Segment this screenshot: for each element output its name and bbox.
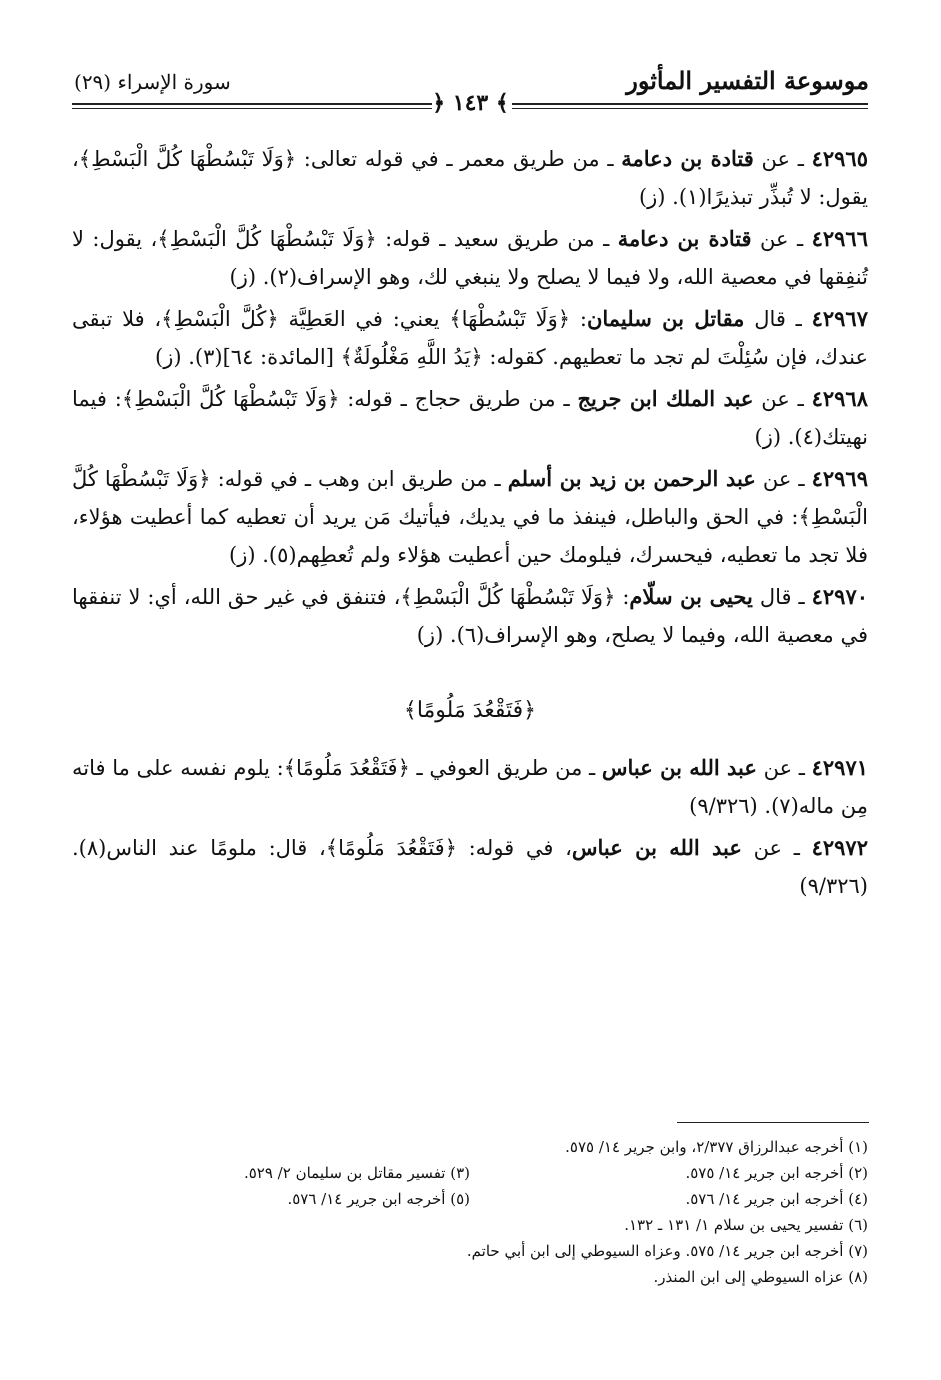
header-rule: [512, 103, 868, 105]
entry-source: يحيى بن سلّام: [629, 584, 753, 609]
footnote: (٢) أخرجه ابن جرير ١٤/ ٥٧٥.: [685, 1164, 868, 1182]
entry-text: ، في قوله: ﴿فَتَقْعُدَ مَلُومًا﴾، قال: ملومًا عند الناس(٨). (٩/٣٢٦): [72, 836, 868, 898]
footnote: (٧) أخرجه ابن جرير ١٤/ ٥٧٥. وعزاه السيوطي إلى ابن أبي حاتم.: [466, 1242, 868, 1260]
footnotes: [72, 1134, 868, 1290]
footnote-rule: [677, 1122, 869, 1123]
page-number: ﴿ ١٤٣ ﴾: [432, 90, 509, 116]
entry: [72, 460, 868, 574]
entry-source: قتادة بن دعامة: [621, 146, 754, 171]
entry-text: : ﴿وَلَا تَبْسُطْهَا كُلَّ الْبَسْطِ﴾، فتنفق في غير حق الله، أي: لا تنفقها في معصية الله، وفيما لا يصلح، وهو الإسراف(٦). (ز): [72, 585, 868, 647]
footnote: (٦) تفسير يحيى بن سلام ١/ ١٣١ ـ ١٣٢.: [624, 1216, 868, 1234]
entry-text: ـ من طريق معمر ـ في قوله تعالى: ﴿وَلَا تَبْسُطْهَا كُلَّ الْبَسْطِ﴾، يقول: لا تُبذِّر تبذيرًا(١). (ز): [72, 147, 868, 209]
entry-text: ـ من طريق العوفي ـ ﴿فَتَقْعُدَ مَلُومًا﴾: يلوم نفسه على ما فاته مِن ماله(٧). (٩/٣٢٦): [72, 756, 868, 818]
book-title: موسوعة التفسير المأثور: [626, 66, 869, 95]
entry-number: ٤٢٩٦٨: [811, 386, 868, 411]
entry: [72, 380, 868, 456]
footnote: (٥) أخرجه ابن جرير ١٤/ ٥٧٦.: [287, 1190, 470, 1208]
entry-number: ٤٢٩٧١: [811, 755, 869, 780]
entry-source: قتادة بن دعامة: [617, 226, 752, 251]
entry-text: ـ من طريق ابن وهب ـ في قوله: ﴿وَلَا تَبْسُطْهَا كُلَّ الْبَسْطِ﴾: في الحق والباطل، فينفذ ما في يديك، فيأتيك مَن يريد أن تعطيه كما أعطيت هؤلاء، فلا تجد ما تعطيه، فيحسرك، فيلومك حين أعطيت هؤلاء ولم تُعطِهم(٥). (ز): [72, 467, 868, 567]
header-rule: [512, 108, 868, 109]
entry-number: ٤٢٩٦٧: [811, 306, 868, 331]
entry-prefix: ـ عن: [756, 756, 812, 780]
entry: [72, 749, 868, 825]
entry-prefix: ـ قال: [744, 307, 812, 331]
entry: [72, 829, 868, 905]
entry-number: ٤٢٩٧٠: [811, 584, 869, 609]
entry-source: عبد الله بن عباس: [601, 755, 757, 780]
section-heading: ﴿فَتَقْعُدَ مَلُومًا﴾: [403, 698, 537, 723]
entry-number: ٤٢٩٦٥: [811, 146, 868, 171]
footnote: (٤) أخرجه ابن جرير ١٤/ ٥٧٦.: [685, 1190, 868, 1208]
surah-label: سورة الإسراء (٢٩): [74, 70, 231, 94]
header-rule: [72, 108, 432, 109]
entry-source: عبد الله بن عباس: [571, 835, 742, 860]
entry-prefix: ـ عن: [755, 467, 812, 491]
entry-prefix: ـ عن: [751, 227, 812, 251]
entry-text: : ﴿وَلَا تَبْسُطْهَا﴾ يعني: في العَطِيَّة ﴿كُلَّ الْبَسْطِ﴾، فلا تبقى عندك، فإن سُئِلْتَ لم تجد ما تعطيهم. كقوله: ﴿يَدُ اللَّهِ مَغْلُولَةٌ﴾ [المائدة: ٦٤](٣). (ز): [72, 307, 868, 369]
footnote: (١) أخرجه عبدالرزاق ٢/٣٧٧، وابن جرير ١٤/ ٥٧٥.: [565, 1138, 868, 1156]
entry-number: ٤٢٩٦٦: [811, 226, 868, 251]
entry-text: ـ من طريق سعيد ـ قوله: ﴿وَلَا تَبْسُطْهَا كُلَّ الْبَسْطِ﴾، يقول: لا تُنفِقها في معصية الله، ولا فيما لا يصلح ولا ينبغي لك، وهو الإسراف(٢). (ز): [72, 227, 868, 289]
entry-prefix: ـ قال: [752, 585, 812, 609]
footnote: (٨) عزاه السيوطي إلى ابن المنذر.: [653, 1268, 868, 1286]
entry-source: عبد الملك ابن جريج: [577, 386, 754, 411]
footnote: (٣) تفسير مقاتل بن سليمان ٢/ ٥٢٩.: [243, 1164, 470, 1182]
entry-source: عبد الرحمن بن زيد بن أسلم: [507, 466, 756, 491]
main-text: [72, 140, 868, 909]
header-rule: [72, 103, 432, 105]
entry: [72, 140, 868, 216]
entry-prefix: ـ عن: [753, 147, 812, 171]
entry: [72, 300, 868, 376]
entry-number: ٤٢٩٦٩: [811, 466, 868, 491]
entry: [72, 220, 868, 296]
entry-source: مقاتل بن سليمان: [586, 306, 745, 331]
entry-prefix: ـ عن: [753, 387, 812, 411]
footnote-row: [72, 1186, 868, 1212]
entry-number: ٤٢٩٧٢: [811, 835, 868, 860]
entry-text: ـ من طريق حجاج ـ قوله: ﴿وَلَا تَبْسُطْهَا كُلَّ الْبَسْطِ﴾: فيما نهيتك(٤). (ز): [72, 387, 868, 449]
entry-prefix: ـ عن: [741, 836, 812, 860]
entry: [72, 578, 868, 654]
footnote-row: [72, 1160, 868, 1186]
